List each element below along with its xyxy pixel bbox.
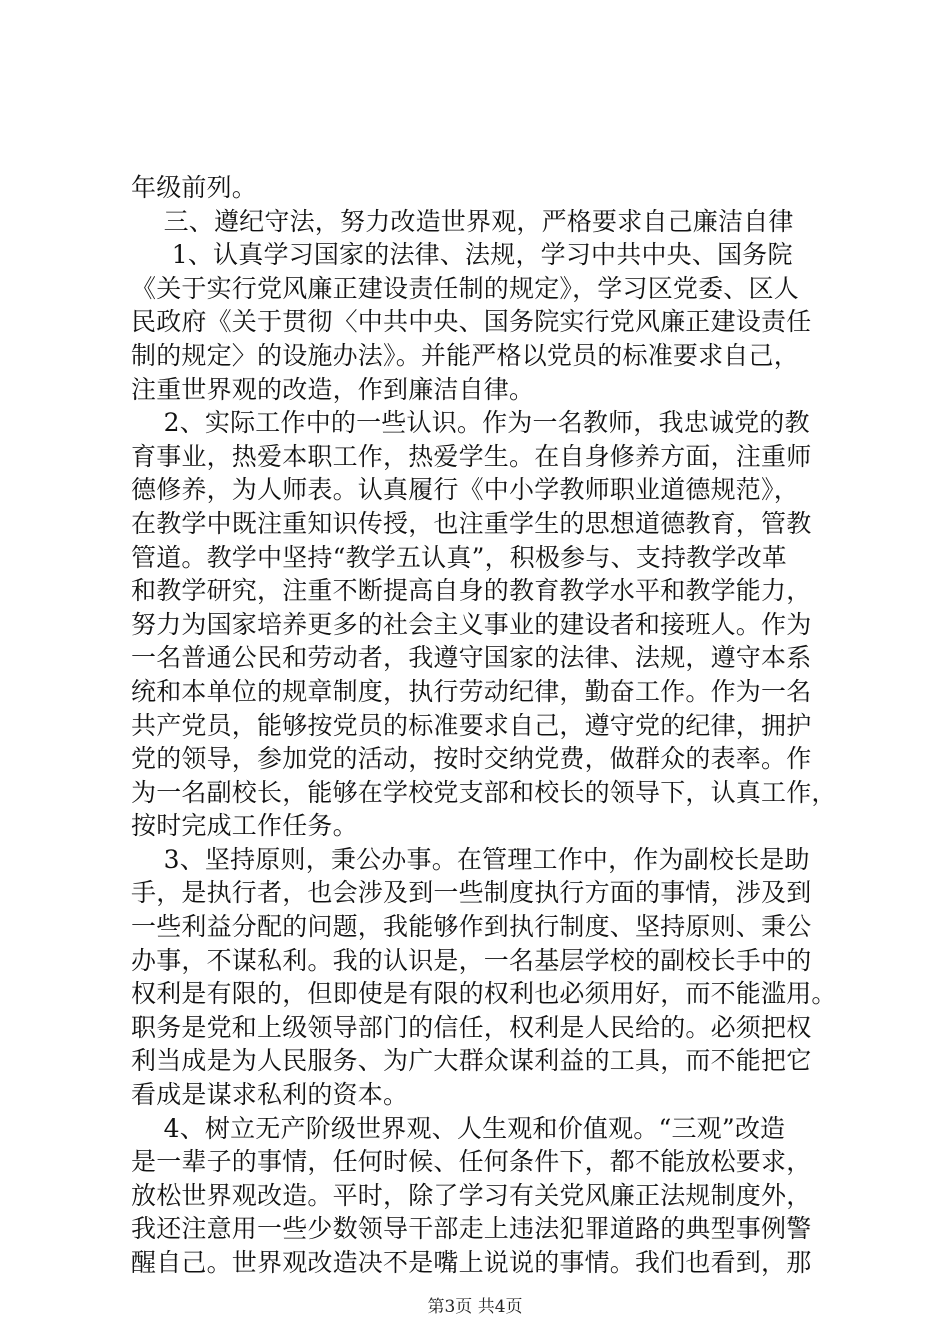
text-line: 《关于实行党风廉正建设责任制的规定》，学习区党委、区人 (131, 273, 799, 303)
section-heading: 三、遵纪守法，努力改造世界观，严格要求自己廉洁自律 (131, 206, 794, 236)
page-number-footer: 第3页 共4页 (427, 1297, 523, 1317)
text-line: 和教学研究，注重不断提高自身的教育教学水平和教学能力， (131, 576, 812, 606)
text-line: 德修养，为人师表。认真履行《中小学教师职业道德规范》， (131, 475, 799, 505)
text-line: 一名普通公民和劳动者，我遵守国家的法律、法规，遵守本系 (131, 643, 812, 673)
text-line: 育事业，热爱本职工作，热爱学生。在自身修养方面，注重师 (131, 441, 812, 471)
text-line: 注重世界观的改造，作到廉洁自律。 (131, 374, 535, 404)
text-line: 4、树立无产阶级世界观、人生观和价值观。“三观”改造 (131, 1113, 786, 1143)
text-line: 我还注意用一些少数领导干部走上违法犯罪道路的典型事例警 (131, 1214, 812, 1244)
text-line: 在教学中既注重知识传授，也注重学生的思想道德教育，管教 (131, 508, 812, 538)
text-line: 统和本单位的规章制度，执行劳动纪律，勤奋工作。作为一名 (131, 676, 812, 706)
text-line: 一些利益分配的问题，我能够作到执行制度、坚持原则、秉公 (131, 912, 812, 942)
text-line: 年级前列。 (131, 173, 258, 202)
text-line: 3、坚持原则，秉公办事。在管理工作中，作为副校长是助 (131, 844, 810, 874)
text-line: 是一辈子的事情，任何时候、任何条件下，都不能放松要求， (131, 1147, 812, 1177)
text-line: 管道。教学中坚持“教学五认真”，积极参与、支持教学改革 (131, 542, 787, 572)
text-line: 职务是党和上级领导部门的信任，权利是人民给的。必须把权 (131, 1012, 812, 1042)
text-line: 民政府《关于贯彻〈中共中央、国务院实行党风廉正建设责任 (131, 307, 812, 337)
text-line: 努力为国家培养更多的社会主义事业的建设者和接班人。作为 (131, 609, 812, 639)
text-line: 看成是谋求私利的资本。 (131, 1080, 409, 1110)
text-line: 2、实际工作中的一些认识。作为一名教师，我忠诚党的教 (131, 408, 810, 438)
text-line: 办事，不谋私利。我的认识是，一名基层学校的副校长手中的 (131, 945, 812, 975)
text-line: 权利是有限的，但即使是有限的权利也必须用好，而不能滥用。 (131, 979, 837, 1009)
text-line: 利当成是为人民服务、为广大群众谋利益的工具，而不能把它 (131, 1046, 812, 1076)
text-line: 放松世界观改造。平时，除了学习有关党风廉正法规制度外， (131, 1180, 812, 1210)
text-line: 党的领导，参加党的活动，按时交纳党费，做群众的表率。作 (131, 744, 812, 774)
text-line: 为一名副校长，能够在学校党支部和校长的领导下，认真工作， (131, 777, 837, 807)
text-line: 手，是执行者，也会涉及到一些制度执行方面的事情，涉及到 (131, 878, 812, 908)
text-line: 按时完成工作任务。 (131, 811, 358, 841)
text-line: 共产党员，能够按党员的标准要求自己，遵守党的纪律，拥护 (131, 710, 812, 740)
text-line: 制的规定〉的设施办法》。并能严格以党员的标准要求自己， (131, 340, 799, 370)
document-body (131, 171, 837, 1280)
text-line: 1、认真学习国家的法律、法规，学习中共中央、国务院 (131, 240, 793, 270)
text-line: 醒自己。世界观改造决不是嘴上说说的事情。我们也看到，那 (131, 1248, 812, 1277)
